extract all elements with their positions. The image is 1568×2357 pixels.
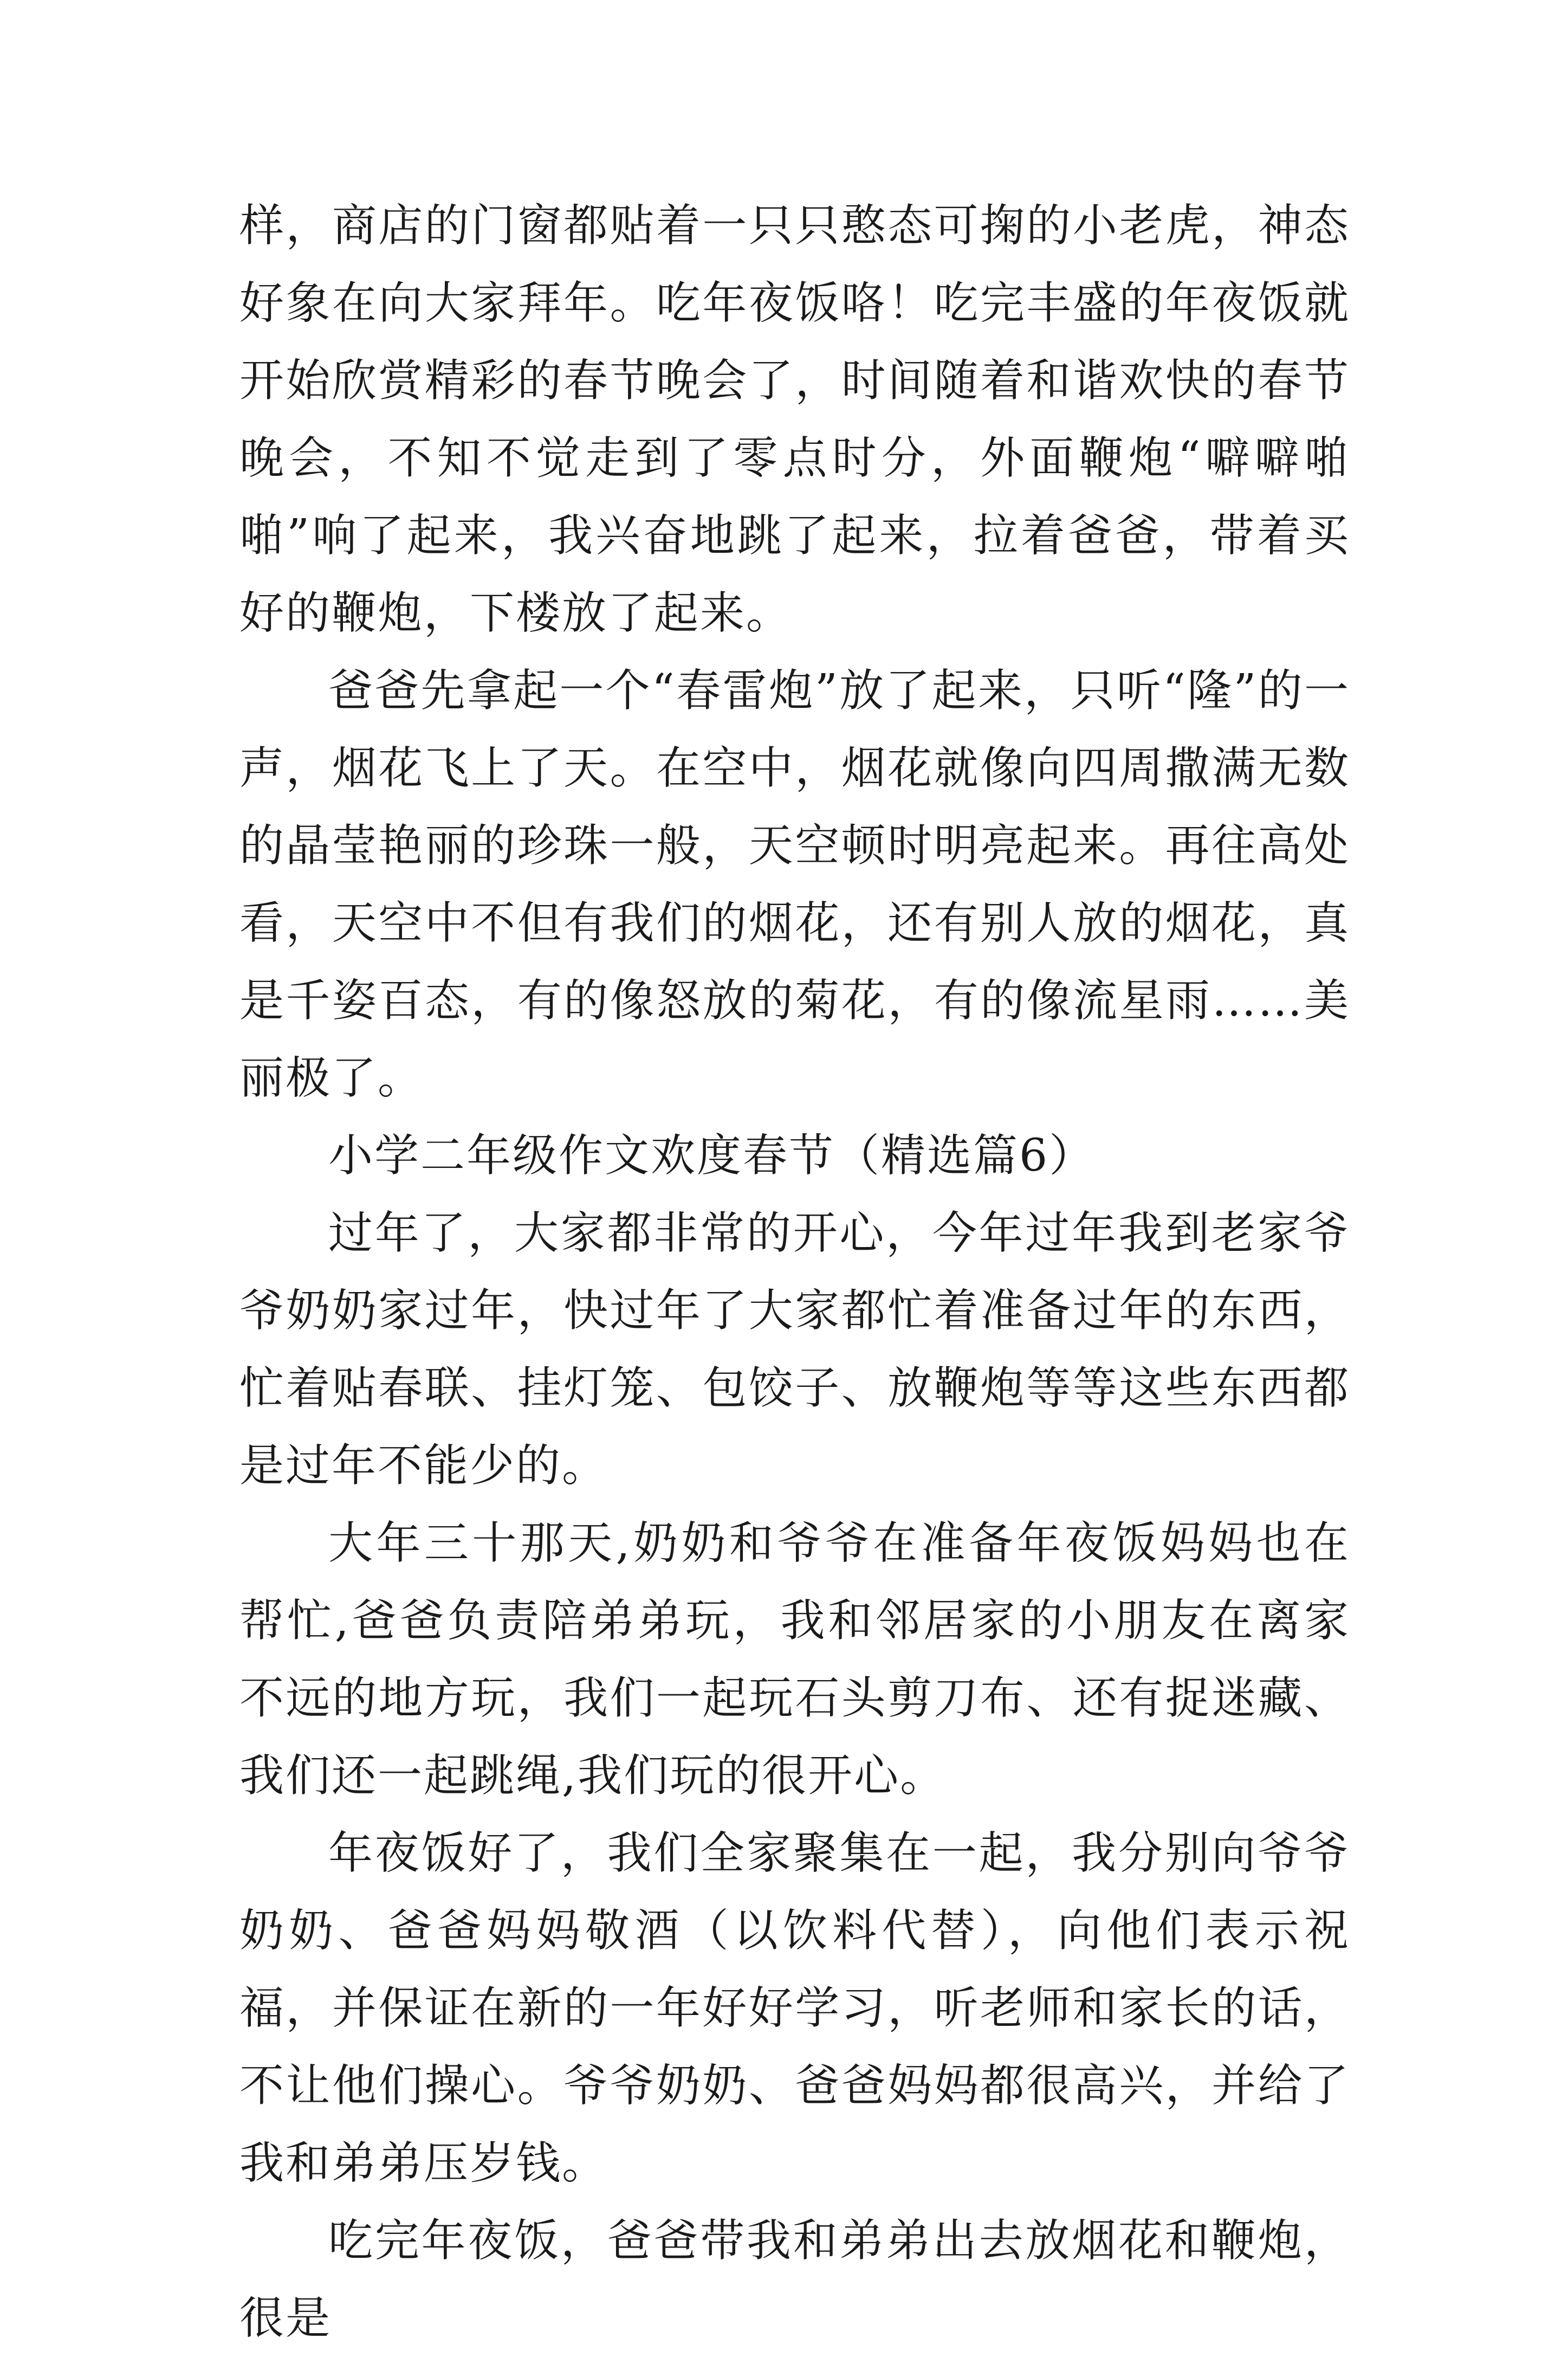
paragraph-new-year-intro: 过年了，大家都非常的开心，今年过年我到老家爷爷奶奶家过年，快过年了大家都忙着准备过年的东西，忙着贴春联、挂灯笼、包饺子、放鞭炮等等这些东西都是过年不能少的。 (239, 1207, 1350, 1491)
paragraph-fireworks: 爸爸先拿起一个“春雷炮”放了起来，只听“隆”的一声，烟花飞上了天。在空中，烟花就像向四周撒满无数的晶莹艳丽的珍珠一般，天空顿时明亮起来。再往高处看，天空中不但有我们的烟花，还有别人放的烟花，真是千姿百态，有的像怒放的菊花，有的像流星雨……美丽极了。 (239, 665, 1350, 1104)
document-body (239, 187, 1350, 2357)
paragraph-reunion-dinner: 年夜饭好了，我们全家聚集在一起，我分别向爷爷奶奶、爸爸妈妈敬酒（以饮料代替），向他们表示祝福，并保证在新的一年好好学习，听老师和家长的话，不让他们操心。爷爷奶奶、爸爸妈妈都很高兴，并给了我和弟弟压岁钱。 (239, 1828, 1350, 2189)
paragraph-continued: 样，商店的门窗都贴着一只只憨态可掬的小老虎，神态好象在向大家拜年。吃年夜饭咯！吃完丰盛的年夜饭就开始欣赏精彩的春节晚会了，时间随着和谐欢快的春节晚会，不知不觉走到了零点时分，外面鞭炮“噼噼啪啪”响了起来，我兴奋地跳了起来，拉着爸爸，带着买好的鞭炮，下楼放了起来。 (239, 200, 1350, 639)
paragraph-new-years-eve: 大年三十那天,奶奶和爷爷在准备年夜饭妈妈也在帮忙,爸爸负责陪弟弟玩，我和邻居家的小朋友在离家不远的地方玩，我们一起玩石头剪刀布、还有捉迷藏、我们还一起跳绳,我们玩的很开心。 (239, 1517, 1350, 1801)
section-heading: 小学二年级作文欢度春节（精选篇6） (328, 1130, 1096, 1181)
paragraph-after-dinner: 吃完年夜饭，爸爸带我和弟弟出去放烟花和鞭炮，很是 (239, 2215, 1350, 2344)
